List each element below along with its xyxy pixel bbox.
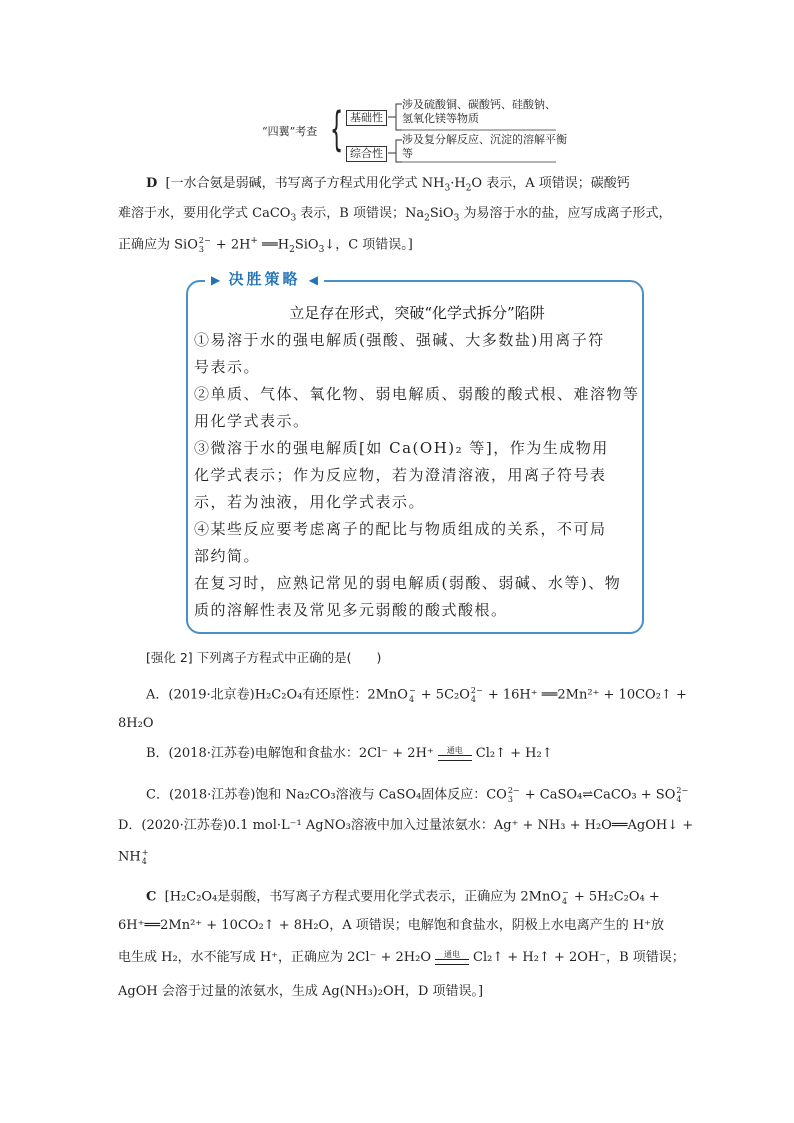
brace-icon: {	[330, 102, 344, 156]
answer-c-line4: AgOH 会溶于过量的浓氨水，生成 Ag(NH₃)₂OH，D 项错误。]	[118, 984, 484, 999]
option-c: C．(2018·江苏卷)饱和 Na₂CO₃溶液与 CaSO₄固体反应：CO 2− 3 + CaSO₄⇌CaCO₃ + SO 2− 4	[146, 786, 689, 804]
strategy-line: 化学式表示；作为反应物，若为澄清溶液，用离子符号表	[194, 466, 607, 484]
mindmap-branch2-line1: 涉及复分解反应、沉淀的溶解平衡	[402, 133, 567, 146]
strategy-line: 在复习时，应熟记常见的弱电解质(弱酸、弱碱、水等)、物	[194, 574, 622, 592]
strategy-badge: ▶ 决胜策略 ◀	[205, 268, 324, 289]
arrow-right-icon: ▶	[211, 273, 221, 287]
answer-d-line3: 正确应为 SiO 2− 3 + 2H+ $══H_2SiO_3↓$，C 项错误。]	[118, 236, 413, 256]
strategy-line: ④某些反应要考虑离子的配比与物质组成的关系，不可局	[194, 520, 607, 538]
mindmap-branch-comprehensive: 综合性	[346, 146, 387, 162]
option-a-line2: 8H₂O	[118, 716, 154, 731]
answer-d-line2: 难溶于水，要用化学式 CaCO$_3$ 表示，B 项错误；$Na_2SiO_3$ 为易溶于水的盐，应写成离子形式，	[118, 206, 672, 224]
arrow-left-icon: ◀	[308, 273, 318, 287]
strategy-line: 号表示。	[194, 358, 261, 376]
strategy-line: 部约简。	[194, 547, 261, 565]
strategy-line: 用化学式表示。	[194, 412, 310, 430]
strategy-line: ③微溶于水的强电解质[如 Ca(OH)₂ 等]，作为生成物用	[194, 439, 609, 457]
option-a-line1: A．(2019·北京卷)H₂C₂O₄有还原性：2MnO − 4 + 5C₂O 2− 4 + 16H⁺ ══2Mn²⁺ + 10CO₂↑ +	[146, 686, 687, 704]
answer-d-line1: D [一水合氨是弱碱，书写离子方程式用化学式 $NH_3\cdot H_2O$ 表示，A 项错误；碳酸钙	[146, 176, 630, 194]
mindmap-branch1-line2: 氢氧化镁等物质	[402, 112, 479, 125]
mindmap-branch-basic: 基础性	[346, 110, 387, 126]
answer-c-line2: 6H⁺══2Mn²⁺ + 10CO₂↑ + 8H₂O，A 项错误；电解饱和食盐水，阴极上水电离产生的 H⁺放	[118, 918, 665, 933]
strategy-line: ①易溶于水的强电解质(强酸、强碱、大多数盐)用离子符	[194, 331, 605, 349]
strategy-line: 示，若为浊液，用化学式表示。	[194, 493, 426, 511]
option-b: B．(2018·江苏卷)电解饱和食盐水：2Cl⁻ + 2H⁺ 通电 Cl₂↑ + H₂↑	[146, 746, 553, 761]
mindmap-branch2-line2: 等	[402, 147, 413, 160]
strategy-line: 质的溶解性表及常见多元弱酸的酸式酸根。	[194, 601, 508, 619]
question-stem: [强化 2] 下列离子方程式中正确的是( )	[146, 650, 382, 665]
answer-c-line1: C [H₂C₂O₄是弱酸，书写离子方程式要用化学式表示，正确应为 2MnO − 4 + 5H₂C₂O₄ +	[146, 888, 660, 906]
option-d-line1: D．(2020·江苏卷)0.1 mol·L⁻¹ AgNO₃溶液中加入过量浓氨水：Ag⁺ + NH₃ + H₂O══AgOH↓ +	[118, 818, 694, 833]
answer-c-line3: 电生成 H₂，水不能写成 H⁺，正确应为 2Cl⁻ + 2H₂O 通电 Cl₂↑ + H₂↑ + 2OH⁻，B 项错误；	[118, 950, 685, 965]
mindmap-root: “四翼”考查	[262, 125, 318, 138]
option-d-line2: NH + 4	[118, 848, 149, 866]
mindmap-branch1-line1: 涉及硫酸铜、碳酸钙、硅酸钠、	[402, 98, 556, 111]
strategy-line: ②单质、气体、氧化物、弱电解质、弱酸的酸式根、难溶物等	[194, 385, 640, 403]
strategy-title: 立足存在形式，突破“化学式拆分”陷阱	[289, 304, 545, 322]
